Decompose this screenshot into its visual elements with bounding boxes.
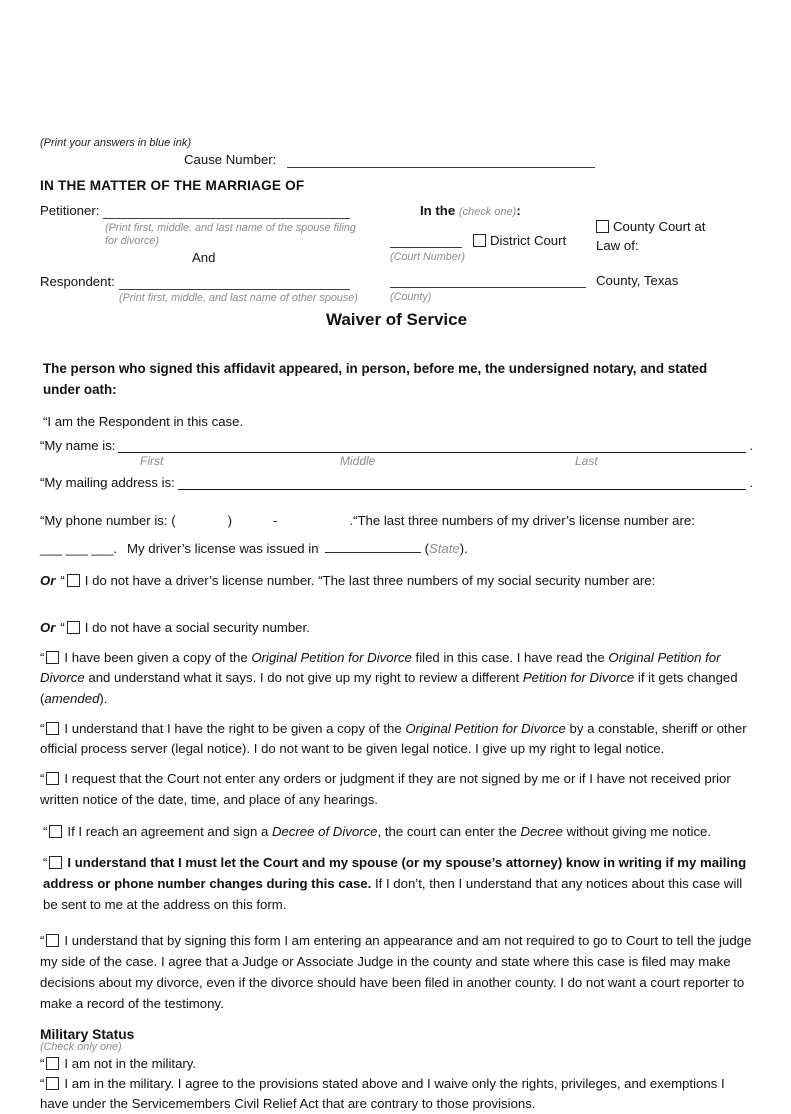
open-quote: “ [60,572,65,588]
statement-court-orders [40,769,753,810]
name-field[interactable] [118,438,746,453]
no-drivers-license-checkbox[interactable] [67,574,80,587]
in-military-checkbox[interactable] [46,1077,59,1090]
respondent-declaration: “I am the Respondent in this case. [43,413,244,429]
military-status-heading: Military Status [40,1027,135,1043]
first-name-caption: First [140,454,164,469]
court-orders-checkbox[interactable] [46,772,59,785]
cause-number-label: Cause Number: [184,152,277,167]
form-body [40,305,753,1114]
or-label: Or [40,572,56,588]
drivers-license-line [40,539,753,559]
last-name-caption: Last [575,454,598,469]
form-title: Waiver of Service [325,310,468,329]
no-drivers-license-option [40,571,753,591]
statement-text: I request that the Court not enter any orders or judgment if they are not signed by me or if I have not received prior written notice of the date, time, and place of any hearings. [40,771,731,807]
phone-label: “My phone number is: ( [40,513,176,529]
license-digit-blanks[interactable]: ___ ___ ___. [40,541,118,557]
open-quote: “ [40,1056,45,1072]
petitioner-name-field[interactable] [103,202,350,219]
no-ssn-checkbox[interactable] [67,621,80,634]
statement-text: I understand that I have the right to be given a copy of the Original Petition for Divorce by a constable, sheriff or other official process server (legal notice). I do not want to be given legal notice. I give up my right to legal notice. [40,720,747,757]
district-court-checkbox[interactable] [473,234,486,247]
respondent-hint: (Print first, middle, and last name of other spouse) [119,292,358,304]
statement-text: I understand that by signing this form I am entering an appearance and am not required to go to Court to tell the judge my side of the case. I agree that a Judge or Associate Judge in the county and state where this case is filed may make decisions about my divorce, even if the divorce should have been filed in another county. I do not want a court reporter to make a record of the testimony. [40,933,752,1011]
mailing-address-field[interactable] [178,475,746,490]
open-quote: “ [43,855,48,871]
court-number-field[interactable] [390,231,462,248]
in-military-text: I am in the military. I agree to the provisions stated above and I waive only the rights, privileges, and exemptions I have under the Servicemembers Civil Relief Act that are contrary to those provisions. [40,1075,725,1111]
name-field-labels [40,453,753,470]
middle-name-caption: Middle [340,454,376,469]
county-court-option [596,219,705,234]
petitioner-label: Petitioner: [40,203,100,218]
in-military-option [40,1074,753,1114]
statement-text: I have been given a copy of the Original Petition for Divorce filed in this case. I have read the Original Petition for Divorce and understand what it says. I do not give up my right to review a different Petition for Divorce if it gets changed (amended). [40,649,738,706]
no-ssn-text: I do not have a social security number. [84,619,310,635]
not-in-military-option [40,1054,753,1074]
respondent-label: Respondent: [40,274,115,289]
county-court-label-line2: Law of: [596,238,639,253]
respondent-name-field[interactable] [119,273,350,290]
petitioner-hint: (Print first, middle, and last name of the spouse filing for divorce) [105,222,356,248]
state-open-paren: ( [424,541,429,557]
matter-heading: IN THE MATTER OF THE MARRIAGE OF [40,178,305,193]
county-hint: (County) [390,291,432,303]
cause-number-field[interactable] [287,151,595,168]
print-in-blue-ink-note: (Print your answers in blue ink) [40,137,192,149]
military-check-one-hint: (Check only one) [40,1041,122,1054]
state-caption: State [428,541,460,557]
in-the-text: In the [420,203,456,218]
mailing-address-line [40,475,753,490]
state-close-paren: ). [459,541,468,557]
name-label: “My name is: [40,438,116,454]
notary-statement: The person who signed this affidavit appeared, in person, before me, the undersigned notary, and stated under oath: [43,361,708,397]
open-quote: “ [60,619,65,635]
appearance-checkbox[interactable] [46,934,59,947]
statement-appearance [40,931,753,1014]
no-drivers-license-text: I do not have a driver’s license number. “The last three numbers of my social security number are: [84,572,656,588]
open-quote: “ [43,823,48,839]
district-court-label: District Court [490,233,567,248]
name-period: . [749,438,753,454]
address-change-checkbox[interactable] [49,856,62,869]
in-the-label [420,203,521,220]
mailing-address-period: . [749,475,753,491]
statement-address-change [40,853,753,915]
form-header [0,137,791,305]
open-quote: “ [40,649,45,665]
statement-legal-notice-waiver [40,719,753,760]
not-in-military-text: I am not in the military. [64,1056,197,1072]
statement-petition-copy [40,648,753,710]
open-quote: “ [40,771,45,787]
name-line [40,438,753,453]
not-in-military-checkbox[interactable] [46,1057,59,1070]
county-court-label-line1: County Court at [613,219,706,234]
phone-dash: - [273,513,278,529]
statement-decree-agreement [40,822,753,843]
court-number-hint: (Court Number) [390,251,465,263]
in-the-colon: : [516,203,521,218]
and-label: And [192,250,216,265]
open-quote: “ [40,933,45,949]
drivers-license-statement: .“The last three numbers of my driver’s license number are: [349,513,695,529]
petition-copy-checkbox[interactable] [46,651,59,664]
statement-text: I understand that I must let the Court and my spouse (or my spouse’s attorney) know in writing if my mailing address or phone number changes during this case. If I don’t, then I understand that any notices about this case will be sent to me at the address on this form. [43,855,747,912]
no-ssn-option [40,618,753,638]
county-texas-label: County, Texas [596,273,679,288]
legal-notice-checkbox[interactable] [46,722,59,735]
check-one-hint: (check one) [458,206,517,218]
license-state-field[interactable] [325,540,421,553]
decree-agreement-checkbox[interactable] [49,825,62,838]
open-quote: “ [40,1075,45,1091]
or-label: Or [40,619,56,635]
statement-text: If I reach an agreement and sign a Decree of Divorce, the court can enter the Decree without giving me notice. [67,823,712,839]
district-court-option [473,233,566,248]
open-quote: “ [40,720,45,736]
county-court-checkbox[interactable] [596,220,609,233]
phone-close-paren: ) [227,513,232,529]
mailing-address-label: “My mailing address is: [40,475,175,491]
phone-line [40,511,753,531]
license-issued-text: My driver’s license was issued in [127,541,319,557]
county-field[interactable] [390,271,586,288]
